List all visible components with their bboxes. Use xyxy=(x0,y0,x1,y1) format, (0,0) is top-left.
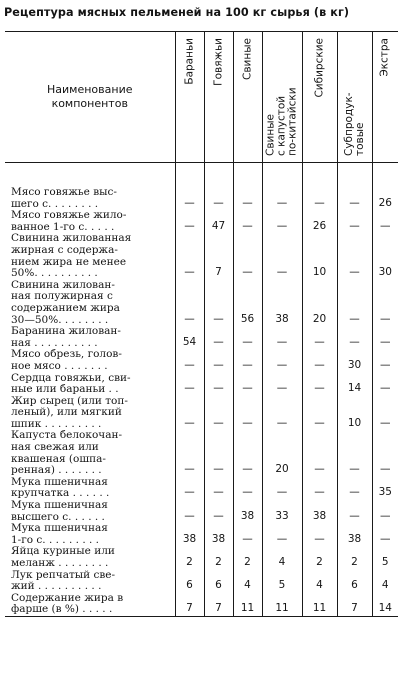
component-name-line xyxy=(11,488,173,500)
component-name-text: Баранина жилован- xyxy=(11,326,121,338)
quantity-cell: 6 xyxy=(175,570,204,593)
component-name-text: Свинина жилован- xyxy=(11,279,115,291)
quantity-cell: — xyxy=(302,187,337,210)
component-name-text: Мясо говяжье жило- xyxy=(11,210,127,222)
quantity-cell: — xyxy=(337,477,372,500)
quantity-cell: — xyxy=(372,373,398,396)
quantity-cell: 30 xyxy=(372,233,398,279)
quantity-cell: — xyxy=(337,233,372,279)
column-header-label: Свиные xyxy=(264,114,277,156)
header-name-line: Наименование xyxy=(47,83,133,96)
column-header-svinye-kapusta xyxy=(262,32,302,163)
table-title: Рецептура мясных пельменей на 100 кг сырья (в кг) xyxy=(4,6,350,19)
quantity-cell: — xyxy=(204,187,233,210)
table-row xyxy=(5,546,398,569)
component-name-line xyxy=(11,280,173,292)
quantity-cell: 38 xyxy=(337,523,372,546)
component-name xyxy=(5,593,175,617)
quantity-cell: 38 xyxy=(204,523,233,546)
quantity-cell: 2 xyxy=(337,546,372,569)
component-name-text: нием жира не менее xyxy=(11,256,127,268)
quantity-cell: 30 xyxy=(337,349,372,372)
component-name-text: Мясо обрезь, голов- xyxy=(11,349,122,361)
component-name xyxy=(5,430,175,476)
component-name xyxy=(5,187,175,210)
component-name-line xyxy=(11,512,173,524)
component-name-text: 50%. . . . . . . . . . xyxy=(11,268,98,280)
quantity-cell: — xyxy=(204,326,233,349)
quantity-cell: — xyxy=(204,280,233,326)
quantity-cell: — xyxy=(262,233,302,279)
component-name-line xyxy=(11,222,173,234)
quantity-cell: — xyxy=(262,210,302,233)
quantity-cell: — xyxy=(204,477,233,500)
quantity-cell: — xyxy=(302,477,337,500)
component-name xyxy=(5,373,175,396)
component-name-text: Мука пшеничная xyxy=(11,523,108,535)
quantity-cell: 4 xyxy=(233,570,262,593)
table-row xyxy=(5,500,398,523)
quantity-cell: — xyxy=(262,187,302,210)
quantity-cell: — xyxy=(302,396,337,431)
quantity-cell: 2 xyxy=(204,546,233,569)
quantity-cell: — xyxy=(175,210,204,233)
column-header-ekstra xyxy=(372,32,398,163)
quantity-cell: — xyxy=(233,187,262,210)
quantity-cell: — xyxy=(204,349,233,372)
table-spacer xyxy=(5,163,398,188)
component-name-line xyxy=(11,500,173,512)
component-name-text: Капуста белокочан- xyxy=(11,430,123,442)
component-name-text: Жир сырец (или топ- xyxy=(11,395,128,407)
component-name-line xyxy=(11,442,173,454)
quantity-cell: 10 xyxy=(302,233,337,279)
quantity-cell: — xyxy=(175,500,204,523)
component-name-line xyxy=(11,581,173,593)
table-row xyxy=(5,187,398,210)
table-row xyxy=(5,477,398,500)
component-name xyxy=(5,326,175,349)
column-header-govyazhi xyxy=(204,32,233,163)
quantity-cell: — xyxy=(262,523,302,546)
column-header-svinye xyxy=(233,32,262,163)
quantity-cell: — xyxy=(233,326,262,349)
component-name-line xyxy=(11,210,173,222)
table-row xyxy=(5,326,398,349)
component-name-text: жирная с содержа- xyxy=(11,244,118,256)
quantity-cell: — xyxy=(175,373,204,396)
column-header-sibirskie xyxy=(302,32,337,163)
quantity-cell: — xyxy=(175,430,204,476)
component-name-line xyxy=(11,326,173,338)
component-name xyxy=(5,477,175,500)
component-name-line xyxy=(11,465,173,477)
component-name xyxy=(5,349,175,372)
quantity-cell: — xyxy=(175,349,204,372)
component-name-line xyxy=(11,546,173,558)
column-header-label: Субпродук- xyxy=(342,92,355,156)
table-row xyxy=(5,523,398,546)
table-row xyxy=(5,593,398,617)
component-name-line xyxy=(11,315,173,327)
component-name-text: меланж . . . . . . . . xyxy=(11,558,109,569)
quantity-cell: 54 xyxy=(175,326,204,349)
component-name-line xyxy=(11,454,173,466)
quantity-cell: — xyxy=(262,477,302,500)
quantity-cell: 5 xyxy=(262,570,302,593)
quantity-cell: 7 xyxy=(204,233,233,279)
component-name-text: шего с. . . . . . . . xyxy=(11,198,99,210)
quantity-cell: — xyxy=(302,523,337,546)
quantity-cell: — xyxy=(262,326,302,349)
component-name-line xyxy=(11,268,173,280)
component-name-line xyxy=(11,604,173,616)
component-name xyxy=(5,280,175,326)
table-row xyxy=(5,210,398,233)
column-header-name xyxy=(5,32,175,163)
quantity-cell: — xyxy=(372,280,398,326)
table-row xyxy=(5,233,398,279)
quantity-cell: — xyxy=(204,373,233,396)
quantity-cell: 38 xyxy=(302,500,337,523)
quantity-cell: 26 xyxy=(372,187,398,210)
quantity-cell: — xyxy=(233,349,262,372)
table-row xyxy=(5,570,398,593)
component-name xyxy=(5,233,175,279)
component-name-line xyxy=(11,430,173,442)
quantity-cell: — xyxy=(233,373,262,396)
component-name-text: Мясо говяжье выс- xyxy=(11,187,117,198)
component-name-line xyxy=(11,570,173,582)
component-name xyxy=(5,523,175,546)
component-name-text: 30—50%. . . . . . . . xyxy=(11,314,109,326)
quantity-cell: 2 xyxy=(233,546,262,569)
component-name xyxy=(5,570,175,593)
quantity-cell: 4 xyxy=(372,570,398,593)
quantity-cell: — xyxy=(175,396,204,431)
component-name-text: леный), или мягкий xyxy=(11,407,122,419)
component-name-text: ная . . . . . . . . . . xyxy=(11,337,98,349)
column-header-baranie xyxy=(175,32,204,163)
component-name-line xyxy=(11,303,173,315)
column-header-label: Свиные xyxy=(241,38,253,80)
component-name-line xyxy=(11,361,173,373)
component-name-line xyxy=(11,233,173,245)
quantity-cell: 2 xyxy=(302,546,337,569)
component-name-text: высшего с. . . . . . xyxy=(11,511,105,523)
column-header-label: с капустой xyxy=(275,95,288,156)
component-name xyxy=(5,396,175,431)
quantity-cell: — xyxy=(372,523,398,546)
quantity-cell: — xyxy=(372,210,398,233)
table-body xyxy=(5,163,398,617)
component-name-line xyxy=(11,187,173,199)
component-name-text: Мука пшеничная xyxy=(11,476,108,488)
recipe-table xyxy=(5,31,398,617)
column-header-label: Сибирские xyxy=(313,38,325,98)
table-row xyxy=(5,373,398,396)
quantity-cell: 38 xyxy=(175,523,204,546)
component-name-line xyxy=(11,407,173,419)
quantity-cell: — xyxy=(372,500,398,523)
component-name-line xyxy=(11,593,173,605)
quantity-cell: — xyxy=(262,396,302,431)
component-name-text: жий . . . . . . . . . . xyxy=(11,581,102,593)
quantity-cell: — xyxy=(337,326,372,349)
component-name-text: Содержание жира в xyxy=(11,592,124,604)
quantity-cell: 7 xyxy=(204,593,233,617)
component-name-line xyxy=(11,373,173,385)
quantity-cell: 6 xyxy=(337,570,372,593)
quantity-cell: 26 xyxy=(302,210,337,233)
quantity-cell: 7 xyxy=(175,593,204,617)
quantity-cell: — xyxy=(337,430,372,476)
quantity-cell: 38 xyxy=(262,280,302,326)
table-row xyxy=(5,430,398,476)
quantity-cell: — xyxy=(337,500,372,523)
quantity-cell: — xyxy=(233,396,262,431)
component-name-line xyxy=(11,199,173,211)
quantity-cell: — xyxy=(204,500,233,523)
quantity-cell: 14 xyxy=(337,373,372,396)
quantity-cell: — xyxy=(175,477,204,500)
component-name-text: Сердца говяжьи, сви- xyxy=(11,372,131,384)
component-name-text: ванное 1-го с. . . . . xyxy=(11,221,115,233)
quantity-cell: 7 xyxy=(337,593,372,617)
quantity-cell: — xyxy=(302,373,337,396)
quantity-cell: — xyxy=(204,396,233,431)
component-name-line xyxy=(11,558,173,570)
column-header-label: товые xyxy=(353,122,366,156)
quantity-cell: 20 xyxy=(262,430,302,476)
quantity-cell: — xyxy=(233,523,262,546)
component-name-text: Свинина жилованная xyxy=(11,233,132,245)
component-name-text: фарше (в %) . . . . . xyxy=(11,604,113,616)
quantity-cell: 10 xyxy=(337,396,372,431)
component-name-text: ная свежая или xyxy=(11,442,99,454)
quantity-cell: — xyxy=(175,280,204,326)
component-name-text: содержанием жира xyxy=(11,302,120,314)
quantity-cell: 38 xyxy=(233,500,262,523)
quantity-cell: — xyxy=(233,430,262,476)
component-name-line xyxy=(11,523,173,535)
quantity-cell: — xyxy=(337,210,372,233)
quantity-cell: 11 xyxy=(233,593,262,617)
component-name xyxy=(5,500,175,523)
quantity-cell: 4 xyxy=(262,546,302,569)
quantity-cell: — xyxy=(262,373,302,396)
quantity-cell: — xyxy=(302,349,337,372)
component-name-line xyxy=(11,338,173,350)
header-row xyxy=(5,32,398,163)
quantity-cell: — xyxy=(233,233,262,279)
quantity-cell: — xyxy=(372,430,398,476)
component-name-line xyxy=(11,535,173,547)
quantity-cell: 11 xyxy=(262,593,302,617)
quantity-cell: — xyxy=(204,430,233,476)
quantity-cell: 2 xyxy=(175,546,204,569)
quantity-cell: 11 xyxy=(302,593,337,617)
component-name-text: квашеная (ошпа- xyxy=(11,453,106,465)
component-name-line xyxy=(11,419,173,431)
quantity-cell: — xyxy=(302,430,337,476)
component-name-text: 1-го с. . . . . . . . . xyxy=(11,534,100,546)
quantity-cell: — xyxy=(262,349,302,372)
component-name-text: Мука пшеничная xyxy=(11,500,108,512)
component-name-line xyxy=(11,245,173,257)
component-name-text: ренная) . . . . . . . xyxy=(11,465,102,477)
component-name-line xyxy=(11,396,173,408)
component-name-line xyxy=(11,384,173,396)
column-header-subprodukt xyxy=(337,32,372,163)
quantity-cell: — xyxy=(372,396,398,431)
quantity-cell: — xyxy=(175,233,204,279)
quantity-cell: 33 xyxy=(262,500,302,523)
component-name-line xyxy=(11,291,173,303)
component-name-line xyxy=(11,477,173,489)
quantity-cell: — xyxy=(337,187,372,210)
quantity-cell: 20 xyxy=(302,280,337,326)
component-name xyxy=(5,546,175,569)
component-name-text: ное мясо . . . . . . . xyxy=(11,360,108,372)
column-header-label: Бараньи xyxy=(183,38,195,85)
quantity-cell: 6 xyxy=(204,570,233,593)
component-name-text: Яйца куриные или xyxy=(11,546,115,558)
table-row xyxy=(5,280,398,326)
table-row xyxy=(5,349,398,372)
quantity-cell: 4 xyxy=(302,570,337,593)
quantity-cell: 47 xyxy=(204,210,233,233)
column-header-label: по-китайски xyxy=(286,87,299,156)
header-name-line: компонентов xyxy=(51,97,128,110)
quantity-cell: — xyxy=(337,280,372,326)
component-name-text: крупчатка . . . . . . xyxy=(11,488,110,500)
component-name-line xyxy=(11,257,173,269)
quantity-cell: — xyxy=(233,477,262,500)
quantity-cell: — xyxy=(302,326,337,349)
table-row xyxy=(5,396,398,431)
quantity-cell: 5 xyxy=(372,546,398,569)
quantity-cell: 56 xyxy=(233,280,262,326)
component-name-line xyxy=(11,349,173,361)
column-header-label: Говяжьи xyxy=(212,38,224,86)
column-header-label: Экстра xyxy=(378,38,391,77)
component-name xyxy=(5,210,175,233)
component-name-text: ные или бараньи . . xyxy=(11,384,119,396)
quantity-cell: 35 xyxy=(372,477,398,500)
component-name-text: шпик . . . . . . . . . xyxy=(11,418,102,430)
quantity-cell: 14 xyxy=(372,593,398,617)
quantity-cell: — xyxy=(175,187,204,210)
quantity-cell: — xyxy=(233,210,262,233)
quantity-cell: — xyxy=(372,349,398,372)
quantity-cell: — xyxy=(372,326,398,349)
component-name-text: ная полужирная с xyxy=(11,291,113,303)
component-name-text: Лук репчатый све- xyxy=(11,569,116,581)
